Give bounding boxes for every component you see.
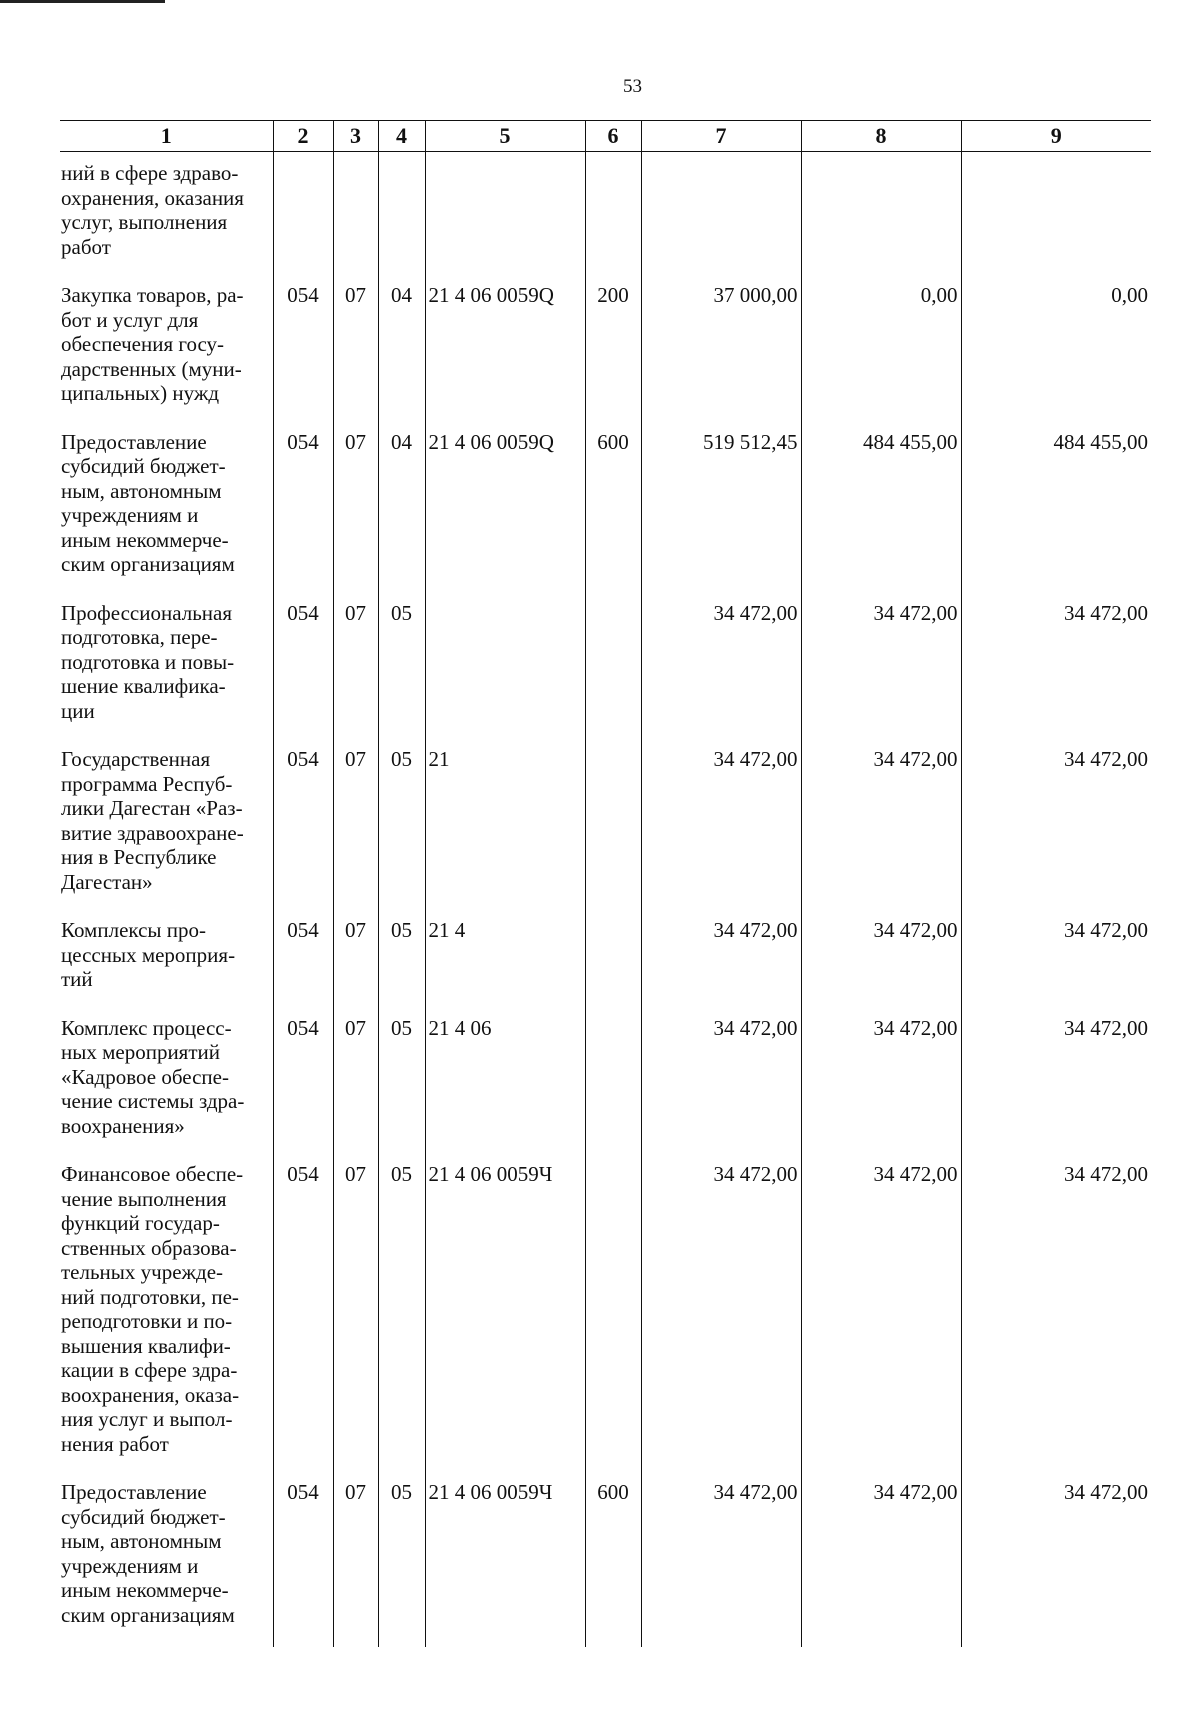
subsection-code: 05	[378, 1162, 425, 1480]
header-col-6: 6	[585, 121, 641, 152]
amount-col-9: 34 472,00	[961, 1016, 1151, 1163]
header-col-9: 9	[961, 121, 1151, 152]
expense-type-code	[585, 1162, 641, 1480]
amount-col-8: 34 472,00	[801, 1016, 961, 1163]
expense-type-code	[585, 152, 641, 284]
header-col-2: 2	[273, 121, 333, 152]
subsection-code: 04	[378, 430, 425, 601]
amount-col-7: 34 472,00	[641, 747, 801, 918]
amount-col-8	[801, 152, 961, 284]
amount-col-7	[641, 152, 801, 284]
amount-col-7: 37 000,00	[641, 283, 801, 430]
amount-col-9	[961, 152, 1151, 284]
section-code: 07	[333, 601, 378, 748]
expense-type-code: 600	[585, 1480, 641, 1647]
section-code: 07	[333, 430, 378, 601]
ministry-code	[273, 152, 333, 284]
row-name: Предоставление субсидий бюджет- ным, автономным учреждениям и иным некоммерче- ским организациям	[61, 429, 235, 576]
ministry-code: 054	[273, 601, 333, 748]
target-article-code	[425, 152, 585, 284]
row-name: Предоставление субсидий бюджет- ным, автономным учреждениям и иным некоммерче- ским организациям	[61, 1480, 235, 1627]
row-name: Комплексы про- цессных мероприя- тий	[61, 918, 236, 991]
amount-col-7: 34 472,00	[641, 1016, 801, 1163]
section-code	[333, 152, 378, 284]
ministry-code: 054	[273, 430, 333, 601]
table-row	[60, 152, 1151, 284]
expense-type-code: 200	[585, 283, 641, 430]
amount-col-8: 34 472,00	[801, 601, 961, 748]
section-code: 07	[333, 918, 378, 1016]
table-row	[60, 747, 1151, 918]
header-col-1: 1	[60, 121, 273, 152]
expense-type-code	[585, 601, 641, 748]
section-code: 07	[333, 1480, 378, 1647]
amount-col-8: 34 472,00	[801, 918, 961, 1016]
amount-col-8: 0,00	[801, 283, 961, 430]
row-name: Профессиональная подготовка, пере- подготовка и повы- шение квалифика- ции	[61, 600, 235, 723]
amount-col-9: 34 472,00	[961, 747, 1151, 918]
header-col-5: 5	[425, 121, 585, 152]
target-article-code: 21 4	[425, 918, 585, 1016]
header-col-7: 7	[641, 121, 801, 152]
ministry-code: 054	[273, 1162, 333, 1480]
ministry-code: 054	[273, 918, 333, 1016]
table-row	[60, 1016, 1151, 1163]
subsection-code: 05	[378, 747, 425, 918]
ministry-code: 054	[273, 1480, 333, 1647]
expense-type-code	[585, 918, 641, 1016]
amount-col-7: 519 512,45	[641, 430, 801, 601]
amount-col-9: 34 472,00	[961, 1162, 1151, 1480]
row-name: Финансовое обеспе- чение выполнения функций государ- ственных образова- тельных учрежде- ний подготовки, пе- реподготовки и по- вышения квалифи- кации в сфере здра- воохранения, оказа- ния услуг и выпол- нения работ	[61, 1162, 244, 1456]
subsection-code: 05	[378, 918, 425, 1016]
target-article-code: 21 4 06 0059Ч	[425, 1162, 585, 1480]
row-name: Закупка товаров, ра- бот и услуг для обеспечения госу- дарственных (муни- ципальных) нужд	[61, 283, 244, 405]
amount-col-9: 34 472,00	[961, 918, 1151, 1016]
subsection-code: 05	[378, 1480, 425, 1647]
amount-col-8: 34 472,00	[801, 1480, 961, 1647]
table-row	[60, 430, 1151, 601]
section-code: 07	[333, 1162, 378, 1480]
subsection-code	[378, 152, 425, 284]
target-article-code: 21 4 06 0059Q	[425, 283, 585, 430]
amount-col-9: 484 455,00	[961, 430, 1151, 601]
target-article-code: 21 4 06 0059Ч	[425, 1480, 585, 1647]
row-name: Комплекс процесс- ных мероприятий «Кадровое обеспе- чение системы здра- воохранения»	[61, 1015, 245, 1138]
expense-type-code: 600	[585, 430, 641, 601]
table-row	[60, 601, 1151, 748]
target-article-code	[425, 601, 585, 748]
expense-type-code	[585, 747, 641, 918]
header-col-8: 8	[801, 121, 961, 152]
table-row	[60, 918, 1151, 1016]
subsection-code: 05	[378, 601, 425, 748]
amount-col-7: 34 472,00	[641, 918, 801, 1016]
row-name: Государственная программа Респуб- лики Дагестан «Раз- витие здравоохране- ния в Республике Дагестан»	[61, 747, 244, 894]
target-article-code: 21 4 06 0059Q	[425, 430, 585, 601]
amount-col-7: 34 472,00	[641, 601, 801, 748]
target-article-code: 21	[425, 747, 585, 918]
amount-col-9: 0,00	[961, 283, 1151, 430]
page-number: 53	[623, 76, 642, 97]
scan-top-rule	[0, 0, 165, 3]
section-code: 07	[333, 1016, 378, 1163]
subsection-code: 05	[378, 1016, 425, 1163]
header-col-4: 4	[378, 121, 425, 152]
header-col-3: 3	[333, 121, 378, 152]
amount-col-7: 34 472,00	[641, 1162, 801, 1480]
row-name: ний в сфере здраво- охранения, оказания услуг, выполнения работ	[61, 161, 244, 259]
amount-col-8: 34 472,00	[801, 1162, 961, 1480]
amount-col-8: 484 455,00	[801, 430, 961, 601]
ministry-code: 054	[273, 1016, 333, 1163]
budget-table	[60, 120, 1151, 1647]
table-row	[60, 283, 1151, 430]
table-row	[60, 1162, 1151, 1480]
subsection-code: 04	[378, 283, 425, 430]
amount-col-7: 34 472,00	[641, 1480, 801, 1647]
amount-col-9: 34 472,00	[961, 601, 1151, 748]
section-code: 07	[333, 283, 378, 430]
table-row	[60, 1480, 1151, 1647]
ministry-code: 054	[273, 747, 333, 918]
target-article-code: 21 4 06	[425, 1016, 585, 1163]
header-row	[60, 121, 1151, 152]
amount-col-9: 34 472,00	[961, 1480, 1151, 1647]
expense-type-code	[585, 1016, 641, 1163]
amount-col-8: 34 472,00	[801, 747, 961, 918]
ministry-code: 054	[273, 283, 333, 430]
section-code: 07	[333, 747, 378, 918]
